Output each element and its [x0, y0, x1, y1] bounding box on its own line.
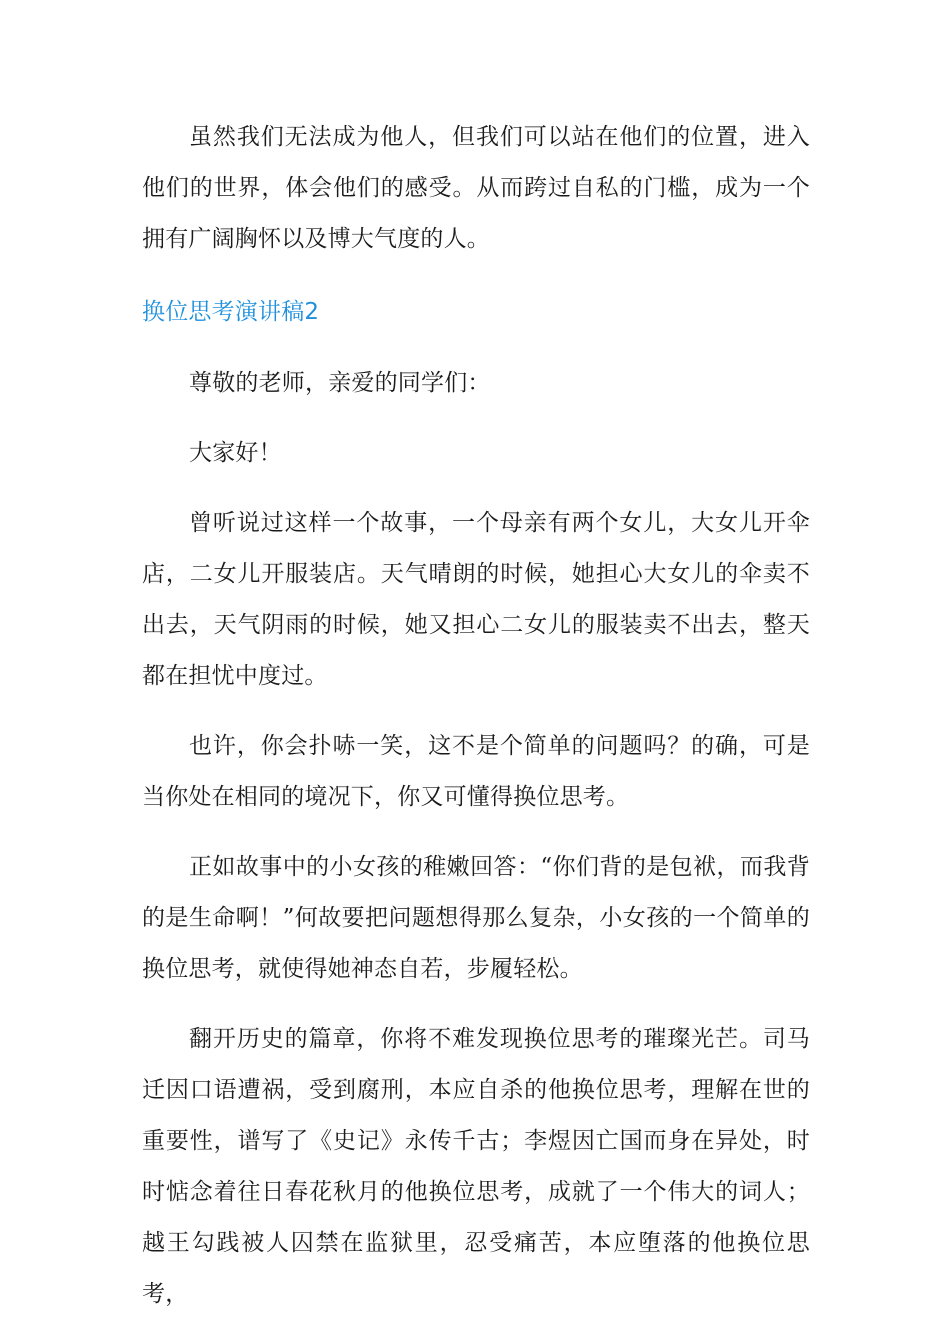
- section-heading: 换位思考演讲稿2: [142, 299, 320, 325]
- greeting-line: 尊敬的老师，亲爱的同学们：: [189, 370, 491, 396]
- paragraph-history: 翻开历史的篇章，你将不难发现换位思考的璀璨光芒。司马迁因口语遭祸，受到腐刑，本应自杀的他换位思考，理解在世的重要性，谱写了《史记》永传千古；李煜因亡国而身在异处，时时惦念着往日春花秋月的他换位思考，成就了一个伟大的词人；越王勾践被人囚禁在监狱里，忍受痛苦，本应堕落的他换位思考，: [142, 1026, 810, 1307]
- paragraph-intro: 虽然我们无法成为他人，但我们可以站在他们的位置，进入他们的世界，体会他们的感受。从而跨过自私的门槛，成为一个拥有广阔胸怀以及博大气度的人。: [142, 124, 810, 252]
- hello-line: 大家好！: [189, 440, 282, 466]
- paragraph-reflection: 也许，你会扑哧一笑，这不是个简单的问题吗？的确，可是当你处在相同的境况下，你又可懂得换位思考。: [142, 733, 810, 810]
- paragraph-girl-answer: 正如故事中的小女孩的稚嫩回答：“你们背的是包袱，而我背的是生命啊！”何故要把问题想得那么复杂，小女孩的一个简单的换位思考，就使得她神态自若，步履轻松。: [142, 854, 810, 982]
- paragraph-story: 曾听说过这样一个故事，一个母亲有两个女儿，大女儿开伞店，二女儿开服装店。天气晴朗的时候，她担心大女儿的伞卖不出去，天气阴雨的时候，她又担心二女儿的服装卖不出去，整天都在担忧中度过。: [142, 510, 810, 689]
- document-page: [142, 112, 810, 1320]
